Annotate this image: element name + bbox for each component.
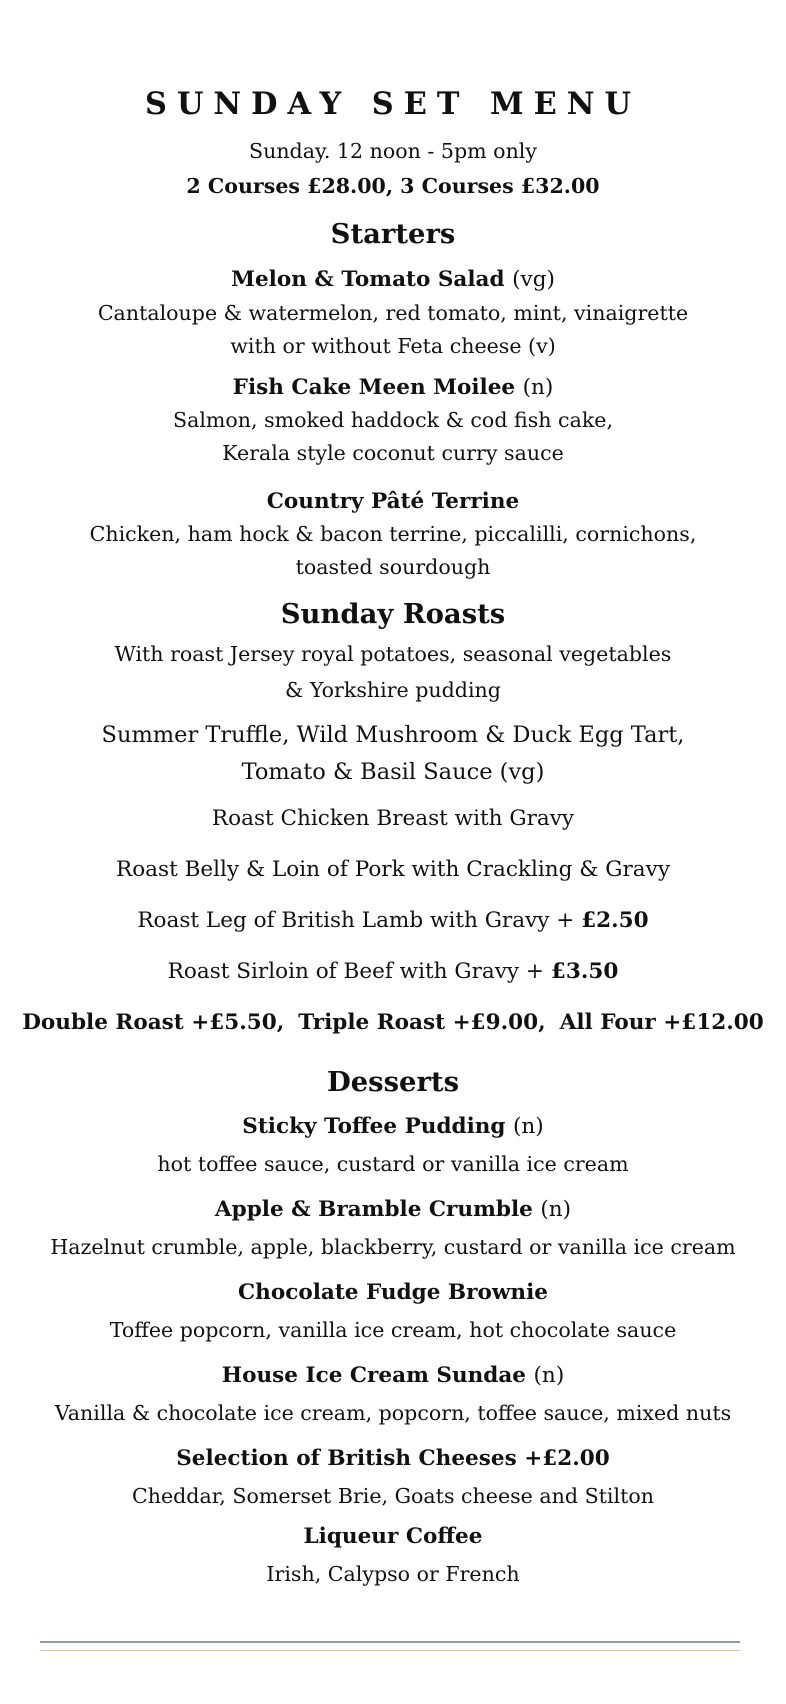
dessert-6-desc: Irish, Calypso or French [266,1562,520,1586]
starter-1-name: Melon & Tomato Salad [231,267,505,292]
starters-heading: Starters [330,218,456,250]
starter-3-name: Country Pâté Terrine [266,489,520,514]
roast-chicken: Roast Chicken Breast with Gravy [211,806,575,831]
starter-1-title [0,269,786,291]
roast-lamb-name: Roast Leg of British Lamb with Gravy + [137,908,582,933]
roast-tart-1: Summer Truffle, Wild Mushroom & Duck Egg Tart, [101,722,685,748]
starter-2-name: Fish Cake Meen Moilee [232,375,516,400]
roast-beef-name: Roast Sirloin of Beef with Gravy + [167,959,551,984]
availability-text: Sunday. 12 noon - 5pm only [248,139,537,163]
starter-2-desc-2: Kerala style coconut curry sauce [222,441,564,465]
triple-roast-option: Triple Roast +£9.00, [298,1010,546,1035]
pricing-text: 2 Courses £28.00, 3 Courses £32.00 [186,174,600,198]
dessert-4-name: House Ice Cream Sundae [221,1363,527,1388]
dessert-4-tag: (n) [533,1363,565,1388]
dessert-1-name: Sticky Toffee Pudding [242,1114,506,1139]
all-four-option: All Four +£12.00 [559,1010,764,1035]
double-roast-option: Double Roast +£5.50, [22,1010,285,1035]
starter-3-desc-1: Chicken, ham hock & bacon terrine, piccalilli, cornichons, [89,522,697,546]
roasts-heading: Sunday Roasts [280,598,506,630]
dessert-1-desc: hot toffee sauce, custard or vanilla ice cream [157,1152,629,1176]
dessert-1-tag: (n) [513,1114,544,1139]
dessert-2-desc: Hazelnut crumble, apple, blackberry, custard or vanilla ice cream [50,1235,736,1259]
dessert-6-name: Liqueur Coffee [303,1524,483,1549]
dessert-1-title [0,1116,786,1138]
menu-title: SUNDAY SET MENU [145,86,641,122]
desserts-heading: Desserts [326,1066,460,1098]
dessert-3-desc: Toffee popcorn, vanilla ice cream, hot chocolate sauce [109,1318,677,1342]
dessert-2-name: Apple & Bramble Crumble [214,1197,533,1222]
roast-combos [0,1012,786,1034]
roast-tart-2: Tomato & Basil Sauce (vg) [241,759,545,785]
dessert-4-desc: Vanilla & chocolate ice cream, popcorn, toffee sauce, mixed nuts [54,1401,732,1425]
dessert-3-name: Chocolate Fudge Brownie [238,1280,548,1305]
footer-rule-gold [40,1650,740,1651]
starter-3-desc-2: toasted sourdough [295,555,491,579]
roast-beef [0,961,786,983]
dessert-4-title [0,1365,786,1387]
starter-1-tag: (vg) [512,267,555,292]
roast-lamb-price: £2.50 [581,908,649,933]
dessert-5-desc: Cheddar, Somerset Brie, Goats cheese and Stilton [132,1484,654,1508]
roasts-intro-2: & Yorkshire pudding [285,678,501,702]
starter-1-desc-1: Cantaloupe & watermelon, red tomato, mint, vinaigrette [97,301,689,325]
dessert-5-name: Selection of British Cheeses +£2.00 [176,1446,610,1471]
roast-beef-price: £3.50 [550,959,619,984]
roast-pork: Roast Belly & Loin of Pork with Crackling & Gravy [115,857,671,882]
starter-2-tag: (n) [522,375,554,400]
dessert-2-tag: (n) [540,1197,572,1222]
starter-1-desc-2: with or without Feta cheese (v) [230,334,556,358]
footer-rule-grey [40,1641,740,1643]
starter-2-title [0,377,786,399]
roast-lamb [0,910,786,932]
roasts-intro-1: With roast Jersey royal potatoes, seasonal vegetables [114,642,672,666]
starter-2-desc-1: Salmon, smoked haddock & cod fish cake, [172,408,613,432]
dessert-2-title [0,1199,786,1221]
